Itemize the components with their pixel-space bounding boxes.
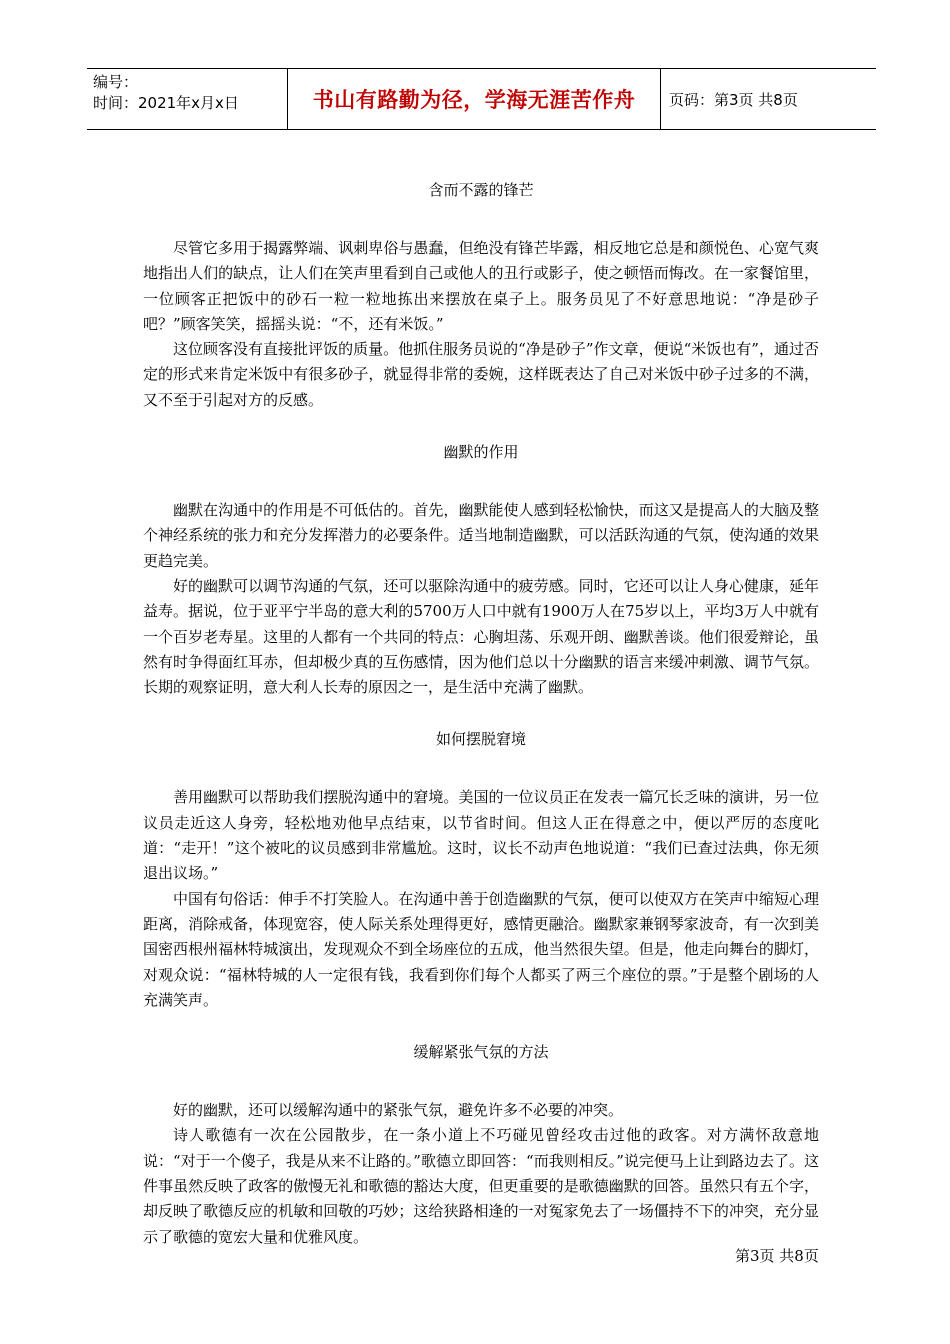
paragraph: 好的幽默，还可以缓解沟通中的紧张气氛，避免许多不必要的冲突。	[173, 1101, 624, 1120]
section	[143, 438, 819, 700]
section	[143, 1038, 819, 1250]
section	[143, 176, 819, 413]
section-title: 幽默的作用	[443, 443, 519, 462]
document-body	[143, 176, 819, 1275]
paragraph: 好的幽默可以调节沟通的气氛，还可以驱除沟通中的疲劳感。同时，它还可以让人身心健康，延年益寿。据说，位于亚平宁半岛的意大利的5700万人口中就有1900万人在75岁以上，平均3万人中就有一个百岁老寿星。这里的人都有一个共同的特点：心胸坦荡、乐观开朗、幽默善谈。他们很爱辩论，虽然有时争得面红耳赤，但却极少真的互伤感情，因为他们总以十分幽默的语言来缓冲刺激、调节气氛。长期的观察证明，意大利人长寿的原因之一，是生活中充满了幽默。	[143, 576, 819, 697]
document-date: 时间：2021年x月x日	[93, 94, 239, 112]
header-page-number: 页码：第3页 共8页	[669, 90, 798, 109]
paragraph: 中国有句俗话：伸手不打笑脸人。在沟通中善于创造幽默的气氛，便可以使双方在笑声中缩短心理距离，消除戒备，体现宽容，使人际关系处理得更好，感情更融洽。幽默家兼钢琴家波奇，有一次到美国密西根州福林特城演出，发现观众不到全场座位的五成，他当然很失望。但是，他走向舞台的脚灯，对观众说：“福林特城的人一定很有钱，我看到你们每个人都买了两三个座位的票。”于是整个剧场的人充满笑声。	[143, 889, 819, 1009]
footer-page-number: 第3页 共8页	[735, 1247, 819, 1265]
paragraph: 尽管它多用于揭露弊端、讽刺卑俗与愚蠢，但绝没有锋芒毕露，相反地它总是和颜悦色、心宽气爽地指出人们的缺点，让人们在笑声里看到自己或他人的丑行或影子，使之顿悟而悔改。在一家餐馆里，一位顾客正把饭中的砂石一粒一粒地拣出来摆放在桌子上。服务员见了不好意思地说：“净是砂子吧？”顾客笑笑，摇摇头说：“不，还有米饭。”	[143, 239, 819, 333]
section-title: 缓解紧张气氛的方法	[413, 1043, 549, 1062]
section-title: 含而不露的锋芒	[428, 181, 534, 199]
paragraph: 善用幽默可以帮助我们摆脱沟通中的窘境。美国的一位议员正在发表一篇冗长乏味的演讲，另一位议员走近这人身旁，轻松地劝他早点结束，以节省时间。但这人正在得意之中，便以严厉的态度叱道：“走开！”这个被叱的议员感到非常尴尬。这时，议长不动声色地说道：“我们已查过法典，你无须退出议场。”	[143, 788, 819, 883]
paragraph: 幽默在沟通中的作用是不可低估的。首先，幽默能使人感到轻松愉快，而这又是提高人的大脑及整个神经系统的张力和充分发挥潜力的必要条件。适当地制造幽默，可以活跃沟通的气氛，使沟通的效果更趋完美。	[143, 501, 819, 570]
page-header	[87, 68, 876, 130]
paragraph: 这位顾客没有直接批评饭的质量。他抓住服务员说的“净是砂子”作文章，便说“米饭也有”，通过否定的形式来肯定米饭中有很多砂子，就显得非常的委婉，这样既表达了自己对米饭中砂子过多的不满，又不至于引起对方的反感。	[143, 340, 819, 409]
section	[143, 725, 819, 1013]
paragraph: 诗人歌德有一次在公园散步，在一条小道上不巧碰见曾经攻击过他的政客。对方满怀敌意地说：“对于一个傻子，我是从来不让路的。”歌德立即回答：“而我则相反。”说完便马上让到路边去了。这件事虽然反映了政客的傲慢无礼和歌德的豁达大度，但更重要的是歌德幽默的回答。虽然只有五个字，却反映了歌德反应的机敏和回敬的巧妙；这给狭路相逢的一对冤家免去了一场僵持不下的冲突，充分显示了歌德的宽宏大量和优雅风度。	[143, 1126, 819, 1246]
section-title: 如何摆脱窘境	[435, 730, 526, 749]
header-motto: 书山有路勤为径，学海无涯苦作舟	[287, 69, 661, 129]
document-number-label: 编号：	[93, 73, 139, 91]
header-meta	[87, 69, 287, 129]
